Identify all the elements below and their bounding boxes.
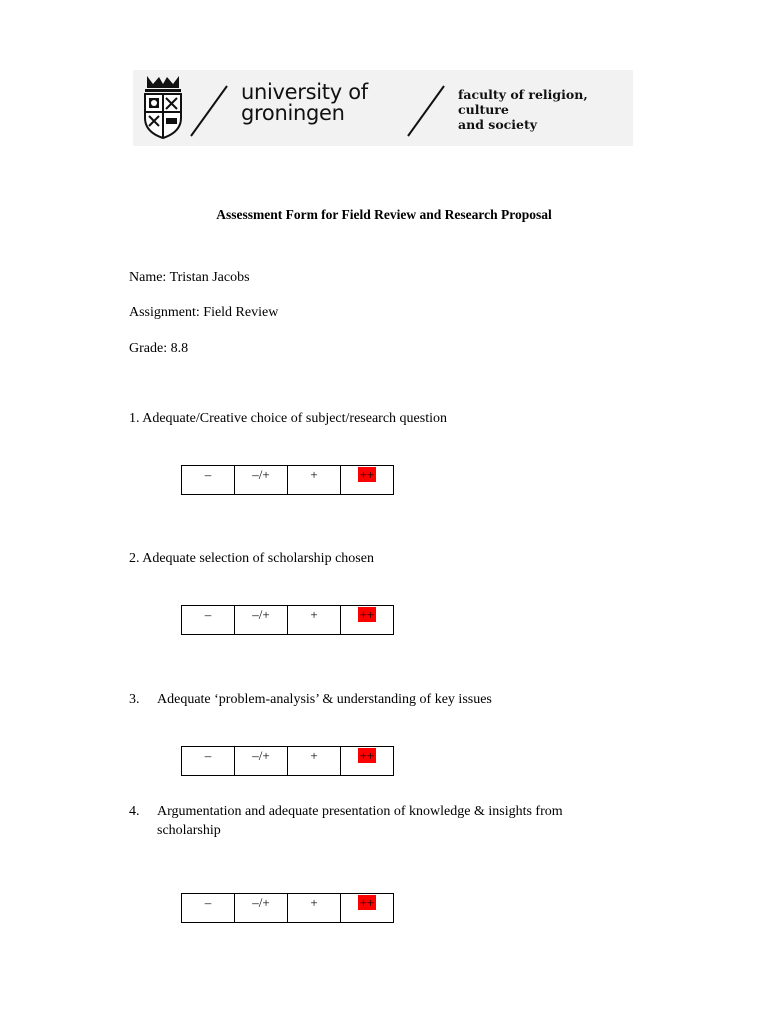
rating-cell-selected [341, 466, 394, 495]
criterion-4 [129, 802, 649, 840]
rating-cell [182, 606, 235, 635]
rating-cell [235, 606, 288, 635]
criterion-text: Adequate ‘problem-analysis’ & understanding of key issues [157, 692, 492, 707]
criterion-text: Argumentation and adequate presentation of knowledge & insights from scholarship [157, 804, 563, 838]
rating-option: –/+ [252, 467, 270, 482]
grade: Grade: 8.8 [129, 341, 189, 356]
rating-cell [288, 894, 341, 923]
rating-cell [235, 894, 288, 923]
rating-option: + [310, 607, 318, 622]
rating-option-selected: ++ [359, 607, 375, 622]
criterion-2 [129, 549, 374, 568]
criterion-number: 1. [129, 411, 140, 426]
rating-cell [288, 606, 341, 635]
divider-slash [189, 84, 229, 138]
rating-option-selected: ++ [359, 467, 375, 482]
university-crest-logo [139, 74, 187, 140]
university-line-2: groningen [241, 101, 345, 125]
rating-cell [288, 747, 341, 776]
criterion-text: Adequate/Creative choice of subject/research question [142, 411, 447, 426]
rating-cell-selected [341, 894, 394, 923]
rating-option: – [204, 748, 212, 763]
rating-option: –/+ [252, 895, 270, 910]
criterion-number: 2. [129, 551, 140, 566]
header-banner [133, 70, 633, 146]
rating-scale-1 [181, 465, 394, 495]
criterion-number: 3. [129, 692, 140, 707]
university-line-1: university of [241, 80, 368, 104]
criterion-3 [129, 690, 492, 709]
rating-cell-selected [341, 747, 394, 776]
rating-cell [235, 747, 288, 776]
rating-cell [288, 466, 341, 495]
criterion-1 [129, 409, 447, 428]
rating-cell [182, 466, 235, 495]
rating-option-selected: ++ [359, 895, 375, 910]
rating-cell [182, 747, 235, 776]
rating-scale-3 [181, 746, 394, 776]
form-title: Assessment Form for Field Review and Research Proposal [216, 207, 552, 222]
faculty-line-1: faculty of religion, culture [458, 87, 588, 117]
rating-option: + [310, 748, 318, 763]
student-name: Name: Tristan Jacobs [129, 270, 250, 285]
rating-option: –/+ [252, 748, 270, 763]
rating-cell [235, 466, 288, 495]
criterion-text: Adequate selection of scholarship chosen [142, 551, 374, 566]
faculty-name [458, 87, 633, 132]
criterion-number: 4. [129, 804, 140, 819]
faculty-line-2: and society [458, 117, 538, 132]
assignment-type: Assignment: Field Review [129, 305, 279, 320]
university-wordmark [241, 82, 368, 124]
divider-slash [406, 84, 446, 138]
rating-option: – [204, 467, 212, 482]
rating-option: + [310, 467, 318, 482]
rating-option: – [204, 607, 212, 622]
rating-option: –/+ [252, 607, 270, 622]
rating-cell [182, 894, 235, 923]
rating-option: – [204, 895, 212, 910]
rating-scale-2 [181, 605, 394, 635]
rating-cell-selected [341, 606, 394, 635]
rating-option-selected: ++ [359, 748, 375, 763]
rating-scale-4 [181, 893, 394, 923]
rating-option: + [310, 895, 318, 910]
